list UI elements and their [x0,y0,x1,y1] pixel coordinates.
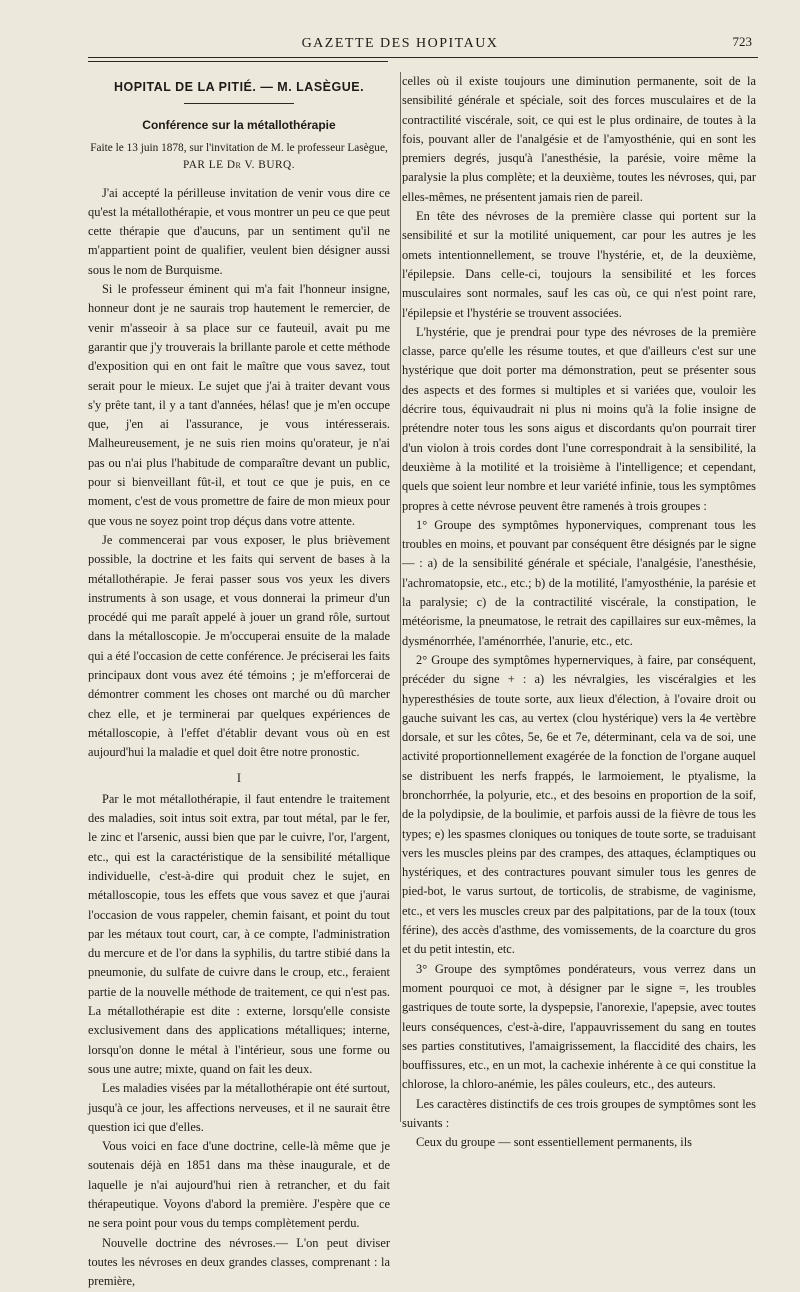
heading-rule [184,103,294,104]
hospital-heading: HOPITAL DE LA PITIÉ. — M. LASÈGUE. [113,80,365,94]
header-rule-thin [88,61,388,62]
paragraph: 2° Groupe des symptômes hypernerviques, à faire, par conséquent, précéder du signe + : a) les névralgies, les viscéralgies et les hyperesthésies de toute sorte, aux lieux d'élection, à l'ovaire droit ou gauche suivant les cas, au vertex (clou hystérique) vers la 4e vertèbre dorsale, et sur les côtes, 5e, 6e et 7e, déterminant, cela va de soi, une activité proportionnellement exagérée de la fonction de l'organe auquel se distribuent les nerfs frappés, le larmoiement, le ptyalisme, la bronchorrhée, la polyurie, etc., et des besoins en proportion de la soif, de la polydipsie, de la boulimie, et parfois aussi de la fièvre de tous les types; e) les spasmes cloniques ou toniques de toute sorte, se traduisant vers les muscles pleins par des crampes, des attaques, éclamptiques ou hystériques, et des contractures pouvant simuler tous les genres de pied-bot, le varus surtout, de torticolis, de strabisme, de vaginisme, etc., et vers les muscles creux par des palpitations, par de la toux (toux férine), des accès d'asthme, des vomissements, de la coarcture du gros et du petit intestin, etc. [402,652,756,957]
header-rule [88,57,758,58]
paragraph: L'hystérie, que je prendrai pour type des névroses de la première classe, parce qu'elle les résume toutes, et que d'ailleurs c'est sur une hystérique que doit porter ma démonstration, peut se présenter sous des aspects et des formes si multiples et si variées que, vouloir les décrire tous, équivaudrait ni plus ni moins qu'à la folie insigne de prétendre noter tous les sons aigus et discordants qu'on pourrait tirer d'un violon à trois cordes dont l'une correspondrait à la sensibilité, la deuxième à la motilité et la troisième à l'intelligence; et cependant, quels que soient leur nombre et leur variété infinie, tous les symptômes propres à cette névrose peuvent être ramenés à trois groupes : [402,324,756,513]
paragraph: Les maladies visées par la métallothérapie ont été surtout, jusqu'à ce jour, les affections nerveuses, et il ne saurait être question ici que d'elles. [88,1081,390,1134]
right-column [402,72,756,1153]
paragraph: Nouvelle doctrine des névroses.— L'on peut diviser toutes les névroses en deux grandes classes, comprenant : la première, [88,1235,390,1289]
conference-title: Conférence sur la métallothérapie [142,118,336,133]
section-number: I [236,770,242,785]
paragraph: Ceux du groupe — sont essentiellement permanents, ils [416,1135,692,1150]
page-number: 723 [732,34,752,49]
paragraph: celles où il existe toujours une diminution permanente, soit de la sensibilité générale et spéciale, soit des forces musculaires et de la contractilité viscérale, soit, ce qui est le plus ordinaire, de toutes à la fois, pouvant aller de l'analgésie et de l'amyosthénie, qui en sont les premiers degrés, jusqu'à l'anesthésie, la parésie, voire même la paralysie la plus complète; et la deuxième, toutes les névroses, qui, par elles-mêmes, ne présentent jamais rien de pareil. [402,74,756,204]
paragraph: J'ai accepté la périlleuse invitation de venir vous dire ce qu'est la métallothérapie, et vous montrer un peu ce que peut cette thérapie que d'aucuns, par un sentiment qu'il ne m'appartient point de qualifier, veulent bien désigner aussi sous le nom de Burquisme. [88,185,390,277]
column-divider [400,72,401,1122]
byline-line-1: Faite le 13 juin 1878, sur l'invitation de M. le professeur Lasègue, [90,141,388,154]
paragraph: Les caractères distinctifs de ces trois groupes de symptômes sont les suivants : [402,1096,756,1131]
left-column [88,72,390,1292]
paragraph: En tête des névroses de la première classe qui portent sur la sensibilité et sur la motilité uniquement, car pour les autres je les omets intentionnellement, se trouve l'hystérie, et, de la deuxième, l'épilepsie. Dans celle-ci, toujours la sensibilité et les forces musculaires sont normales, sauf les cas où, ce qui n'est point rare, l'épilepsie et l'hystérie se trouvent associées. [402,209,756,320]
running-head [0,26,800,56]
paragraph: Vous voici en face d'une doctrine, celle-là même que je soutenais déjà en 1851 dans ma thèse inaugurale, et de laquelle je n'ai aujourd'hui rien à retrancher, et du fait thérapeutique. Voyons d'abord la première. J'espère que ce ne sera point pour vous du temps complètement perdu. [88,1139,390,1231]
conference-byline [88,140,390,174]
running-title: GAZETTE DES HOPITAUX [301,36,499,51]
paragraph: Si le professeur éminent qui m'a fait l'honneur insigne, honneur dont je ne saurais trop hautement le remercier, de venir m'asseoir à sa place sur ce fauteuil, avait pu me garantir que j'y trouverais la brillante parole et cette méthode d'exposition qui en ont fait le maître que vous savez, tout serait pour le mieux. Le sujet que j'ai à traiter devant vous s'y prête tant, il y a tant d'années, hélas! que je m'en occupe que, j'en ai l'assurance, je vous intéresserais. Malheureusement, je ne suis rien moins qu'orateur, je n'ai pas ou n'ai plus l'habitude de comparaître devant un public, pour si bienveillant fût-il, et tout ce que je puis, en ce moment, c'est de vous promettre de faire de mon mieux pour que vous ne soyez point trop déçus dans votre attente. [88,282,390,528]
byline-author: PAR LE Dr V. BURQ. [182,158,296,171]
paragraph: 1° Groupe des symptômes hyponerviques, comprenant tous les troubles en moins, et pouvant par conséquent être désignés par le signe — : a) de la sensibilité générale et spéciale, l'analgésie, l'anesthésie, l'achromatopsie, etc., etc.; b) de la motilité, l'amyosthénie, la parésie et la paralysie; c) de la contractilité viscérale, la constipation, le météorisme, la pneumatose, le retrait des capillaires sur eux-mêmes, la dysménorrhée, l'aménorrhée, l'anurie, etc., etc. [402,517,756,648]
paragraph: 3° Groupe des symptômes pondérateurs, vous verrez dans un moment pourquoi ce mot, à désigner par le signe =, les troubles gastriques de toute sorte, la dyspepsie, l'anorexie, l'apepsie, avec toutes leurs conséquences, c'est-à-dire, l'appauvrissement du sang en toutes ses parties constitutives, l'amaigrissement, la flaccidité des chairs, les bouffissures, etc., en un mot, la cachexie inhérente à ce qui constitue la chlorose, la chloro-anémie, les pâles couleurs, etc., des auteurs. [402,961,756,1092]
paragraph: Je commencerai par vous exposer, le plus brièvement possible, la doctrine et les faits qui servent de bases à la métallothérapie. Je ferai passer sous vos yeux les divers instruments à son usage, et vous donnerai la primeur d'un procédé qui me paraît appelé à jouer un grand rôle, surtout dans la métalloscopie. Je m'occuperai ensuite de la malade qui a été l'occasion de cette conférence. Je préciserai les faits principaux dont vous avez été témoins ; je m'efforcerai de démontrer comment les choses ont marché ou dû marcher chez elle, et je terminerai par quelques expériences de métalloscopie, à l'effet d'établir devant vous où en est aujourd'hui la maladie et quel doit être notre pronostic. [88,532,390,760]
paragraph: Par le mot métallothérapie, il faut entendre le traitement des maladies, soit intus soit extra, par tout métal, par le fer, le zinc et l'arsenic, aussi bien que par le cuivre, l'or, l'argent, etc., qui est la caractéristique de la sensibilité métallique individuelle, c'est-à-dire qui produit chez le sujet, en métalloscopie, tous les effets que vous savez et que j'aurai l'occasion de vous rappeler, chemin faisant, et point du tout par les métaux tout court, car, à ce compte, l'administration du mercure et de l'or dans la syphilis, du tartre stibié dans la pneumonie, du sulfate de cuivre dans le croup, etc., feraient partie de la nouvelle méthode de traitement, ce qui n'est pas. La métallothérapie est dite : externe, lorsqu'elle consiste exclusivement dans des applications métalliques; interne, lorsqu'on donne le métal à l'intérieur, sous une forme ou sous une autre; mixte, quand on fait les deux. [88,791,390,1076]
